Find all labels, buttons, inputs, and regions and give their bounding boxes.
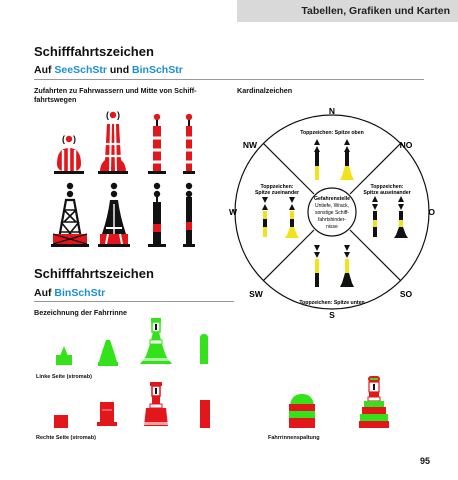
fairway-split-marks	[280, 374, 400, 436]
south-spar-icon	[314, 245, 320, 287]
left-side-label: Linke Seite (stromab)	[36, 374, 92, 380]
svg-text:(: (	[106, 110, 109, 120]
center-line-1: Gefahrenstelle	[313, 196, 351, 202]
green-lit-buoy-icon	[140, 318, 172, 364]
spar-buoy-red-icon	[183, 114, 195, 174]
green-cone-small-icon	[56, 346, 72, 365]
red-can-small-icon	[54, 415, 68, 428]
left-caption: Zufahrten zu Fahrwassern und Mitte von Schiff- fahrtswegen	[34, 86, 197, 104]
spherical-buoy-icon	[54, 134, 84, 174]
svg-text:(: (	[62, 134, 65, 144]
west-label-2: Spitze zueinander	[254, 190, 300, 196]
center-line-2: Untiefe, Wrack,	[314, 203, 350, 209]
center-line-3: sonstige Schiff-	[314, 210, 350, 216]
spar-buoy-black-icon	[183, 183, 195, 247]
green-cone-buoy-icon	[98, 340, 118, 366]
west-label-1: Toppzeichen:	[260, 184, 294, 190]
left-side-marks	[40, 318, 230, 378]
east-spar-icon	[372, 196, 378, 237]
split-spherical-buoy-icon	[289, 394, 315, 428]
dir-S: S	[329, 310, 335, 318]
north-spar-icon	[314, 139, 320, 180]
dir-NW: NW	[242, 140, 258, 150]
section2-rule	[34, 301, 234, 302]
right-caption: Kardinalzeichen	[237, 86, 293, 95]
dir-N: N	[328, 106, 336, 116]
east-label-1: Toppzeichen:	[370, 184, 404, 190]
dir-SO: SO	[399, 289, 413, 299]
header-title: Tabellen, Grafiken und Karten	[301, 5, 450, 17]
south-pillar-icon	[340, 245, 354, 287]
north-pillar-icon	[340, 139, 354, 180]
section1-subtitle: Auf SeeSchStr und BinSchStr	[34, 64, 183, 76]
dir-NO: NO	[399, 140, 413, 150]
dir-SW: SW	[249, 289, 263, 299]
center-line-5: nisse	[326, 224, 338, 230]
center-line-4: fahrtshinder-	[317, 217, 347, 223]
south-label: Toppzeichen: Spitze unten	[299, 300, 365, 306]
split-lit-buoy-icon	[359, 376, 389, 428]
section2-title: Schifffahrtszeichen	[34, 266, 154, 281]
pillar-buoy-red-icon	[148, 114, 166, 174]
dir-W: W	[229, 207, 238, 217]
dir-O: O	[428, 207, 435, 217]
section1-title: Schifffahrtszeichen	[34, 44, 154, 59]
west-spar-icon	[262, 197, 268, 237]
east-label-2: Spitze auseinander	[363, 190, 411, 196]
header-spacer	[0, 0, 237, 22]
midchannel-buoys	[40, 104, 210, 254]
section2-subtitle: Auf BinSchStr	[34, 287, 106, 299]
green-spar-icon	[200, 334, 208, 364]
svg-text:): )	[117, 110, 120, 120]
right-side-marks	[40, 382, 230, 442]
right-side-label: Rechte Seite (stromab)	[36, 435, 96, 441]
section1-rule	[34, 79, 424, 80]
red-can-buoy-icon	[97, 402, 117, 426]
split-label: Fahrrinnenspaltung	[268, 435, 320, 441]
pillar-buoy-black-icon	[148, 183, 166, 247]
spar-buoy-wide-icon	[98, 110, 128, 174]
cardinal-marks-diagram	[226, 104, 438, 318]
svg-text:): )	[73, 134, 76, 144]
north-label: Toppzeichen: Spitze oben	[300, 130, 364, 136]
lattice-beacon-icon	[51, 183, 89, 247]
east-pillar-icon	[394, 196, 408, 238]
spar-buoy-black-wide-icon	[98, 183, 130, 247]
red-spar-icon	[200, 400, 210, 428]
red-lit-buoy-icon	[142, 382, 170, 426]
west-pillar-icon	[285, 197, 299, 238]
fairway-caption: Bezeichnung der Fahrrinne	[34, 308, 128, 317]
page-number: 95	[420, 456, 431, 466]
